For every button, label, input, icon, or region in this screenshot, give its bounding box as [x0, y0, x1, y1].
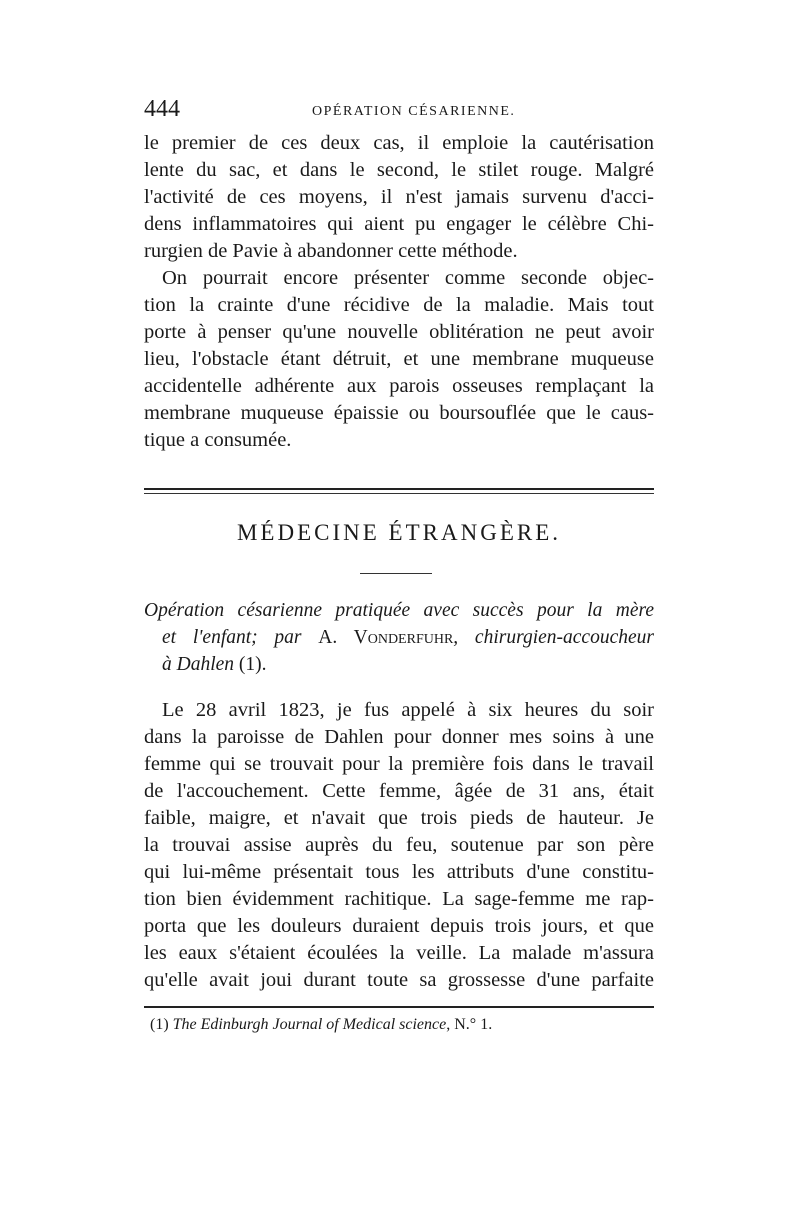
article-title-text: à Dahlen [162, 654, 239, 675]
text-line: porta que les douleurs duraient depuis trois jours, et que [144, 915, 654, 937]
author-name: A. Vonderfuhr [318, 627, 454, 648]
text-line: lieu, l'obstacle étant détruit, et une membrane muqueuse [144, 348, 654, 370]
text-line: tion la crainte d'une récidive de la maladie. Mais tout [144, 294, 654, 316]
article-title [144, 597, 654, 678]
title-divider [360, 573, 432, 574]
text-line: le premier de ces deux cas, il emploie la cautérisation [144, 132, 654, 154]
text-line: qui lui-même présentait tous les attributs d'une constitu- [144, 861, 654, 883]
article-title-text: , chirurgien-accoucheur [453, 627, 654, 648]
text-line: tion bien évidemment rachitique. La sage-femme me rap- [144, 888, 654, 910]
running-title: OPÉRATION CÉSARIENNE. [312, 104, 516, 119]
text-line: membrane muqueuse épaissie ou boursouflée que le caus- [144, 402, 654, 424]
footnote-source: The Edinburgh Journal of Medical science [172, 1016, 447, 1033]
text-line: tique a consumée. [144, 429, 292, 451]
footnote-number: , N.° 1. [446, 1016, 493, 1033]
text-line: dans la paroisse de Dahlen pour donner mes soins à une [144, 726, 654, 748]
text-line: les eaux s'étaient écoulées la veille. La malade m'assura [144, 942, 654, 964]
text-line: On pourrait encore présenter comme seconde objec- [162, 267, 654, 289]
text-line: qu'elle avait joui durant toute sa grossesse d'une parfaite [144, 969, 654, 991]
article-title-line [144, 624, 654, 651]
text-line: dens inflammatoires qui aient pu engager le célèbre Chi- [144, 213, 654, 235]
footnote-divider [144, 1006, 654, 1008]
footnote-marker: (1) [150, 1016, 169, 1033]
paragraph-objection [144, 265, 654, 454]
footnote-reference: (1). [238, 654, 267, 675]
text-line: l'activité de ces moyens, il n'est jamais survenu d'acci- [144, 186, 654, 208]
text-line: de l'accouchement. Cette femme, âgée de 31 ans, était [144, 780, 654, 802]
text-line: rurgien de Pavie à abandonner cette méthode. [144, 240, 518, 262]
text-line: porte à penser qu'une nouvelle oblitération ne peut avoir [144, 321, 654, 343]
paragraph-continuation [144, 130, 654, 265]
section-divider [144, 488, 654, 494]
paragraph-case [144, 697, 654, 994]
article-title-text: et l'enfant; par [162, 627, 319, 648]
text-line: Le 28 avril 1823, je fus appelé à six heures du soir [162, 699, 654, 721]
text-line: lente du sac, et dans le second, le stilet rouge. Malgré [144, 159, 654, 181]
page-number: 444 [144, 96, 180, 122]
article-title-line [144, 651, 654, 678]
text-line: femme qui se trouvait pour la première fois dans le travail [144, 753, 654, 775]
section-title: MÉDECINE ÉTRANGÈRE. [236, 520, 562, 545]
text-line: accidentelle adhérente aux parois osseuses remplaçant la [144, 375, 654, 397]
page-header [144, 96, 654, 128]
text-line: faible, maigre, et n'avait que trois pieds de hauteur. Je [144, 807, 654, 829]
footnote [150, 1016, 492, 1034]
text-line: la trouvai assise auprès du feu, soutenue par son père [144, 834, 654, 856]
article-title-line: Opération césarienne pratiquée avec succès pour la mère [144, 600, 654, 621]
